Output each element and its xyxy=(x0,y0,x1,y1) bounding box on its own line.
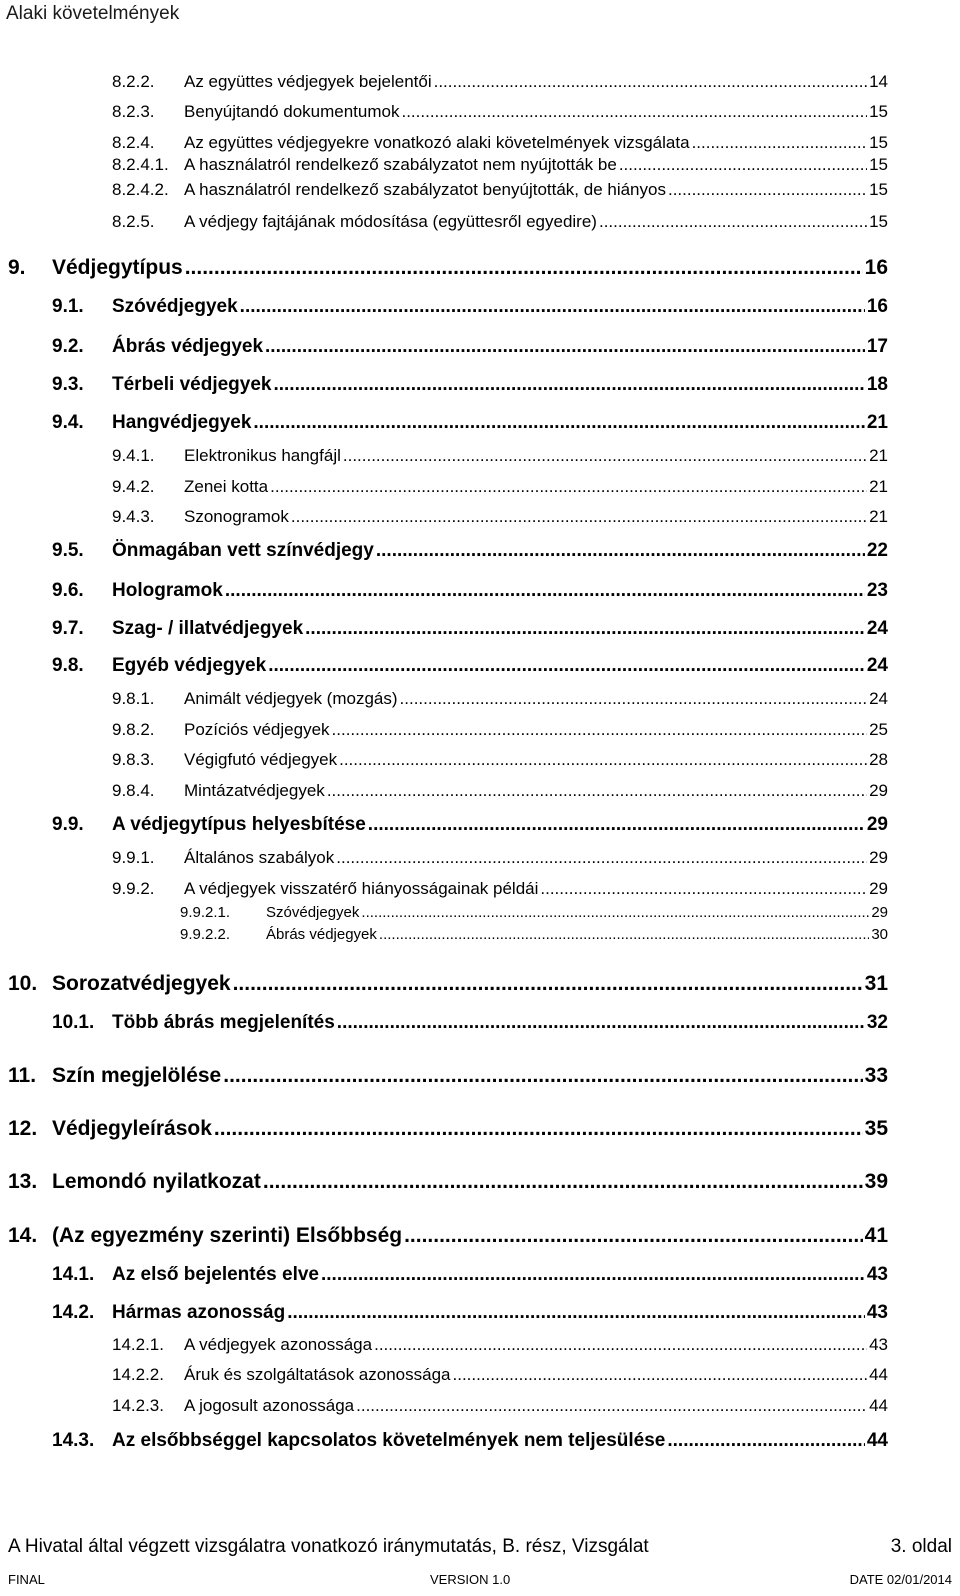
toc-entry[interactable] xyxy=(8,1170,888,1194)
toc-entry[interactable] xyxy=(112,1335,888,1355)
toc-entry-title: Szonogramok xyxy=(184,507,289,526)
toc-entry-page: 22 xyxy=(866,540,888,561)
toc-entry[interactable] xyxy=(52,296,888,318)
toc-entry-number: 8.2.2. xyxy=(112,72,155,91)
toc-entry-page: 41 xyxy=(864,1224,888,1247)
toc-entry-page: 14 xyxy=(869,72,888,91)
toc-leader-dots xyxy=(404,1224,863,1248)
toc-entry-number: 14.2. xyxy=(52,1302,95,1323)
footer-version: VERSION 1.0 xyxy=(430,1572,511,1587)
toc-entry-title: Mintázatvédjegyek xyxy=(184,781,325,800)
toc-entry-page: 29 xyxy=(869,848,888,867)
toc-leader-dots xyxy=(379,926,869,943)
toc-entry-number: 9.3. xyxy=(52,374,84,395)
toc-entry-title: A használatról rendelkező szabályzatot nem nyújtották be xyxy=(184,155,617,174)
toc-leader-dots xyxy=(321,1264,865,1286)
toc-entry-page: 29 xyxy=(871,904,888,921)
toc-leader-dots xyxy=(214,1117,863,1141)
footer-date: DATE 02/01/2014 xyxy=(849,1572,952,1587)
toc-entry-number: 8.2.4. xyxy=(112,133,155,152)
toc-entry-number: 8.2.5. xyxy=(112,212,155,231)
toc-entry-title: Benyújtandó dokumentumok xyxy=(184,102,400,121)
toc-leader-dots xyxy=(273,374,864,396)
toc-entry[interactable] xyxy=(52,1430,888,1452)
toc-entry-title: Sorozatvédjegyek xyxy=(52,972,231,995)
toc-entry-page: 29 xyxy=(866,814,888,835)
toc-leader-dots xyxy=(305,618,865,640)
footer-page-number: 3. oldal xyxy=(890,1536,952,1557)
toc-entry-title: Elektronikus hangfájl xyxy=(184,446,341,465)
toc-entry-number: 9.8. xyxy=(52,655,84,676)
toc-entry-title: Szóvédjegyek xyxy=(266,904,360,921)
toc-entry-page: 28 xyxy=(869,750,888,769)
toc-entry[interactable] xyxy=(8,256,888,280)
toc-entry-title: Áruk és szolgáltatások azonossága xyxy=(184,1365,451,1384)
toc-entry-title: Hologramok xyxy=(112,580,223,601)
toc-entry-page: 24 xyxy=(866,618,888,639)
toc-entry-number: 9.7. xyxy=(52,618,84,639)
toc-entry-page: 21 xyxy=(869,507,888,526)
toc-entry-number: 8.2.4.2. xyxy=(112,180,169,199)
toc-entry-page: 17 xyxy=(866,336,888,357)
toc-leader-dots xyxy=(434,72,867,92)
toc-entry-title: Lemondó nyilatkozat xyxy=(52,1170,261,1193)
toc-leader-dots xyxy=(401,102,867,122)
toc-entry-page: 44 xyxy=(866,1430,888,1451)
toc-leader-dots xyxy=(368,814,865,836)
toc-entry-number: 9.6. xyxy=(52,580,84,601)
toc-entry-title: A védjegytípus helyesbítése xyxy=(112,814,366,835)
toc-entry-page: 24 xyxy=(866,655,888,676)
toc-entry[interactable] xyxy=(112,155,888,175)
toc-leader-dots xyxy=(287,1302,865,1324)
toc-leader-dots xyxy=(332,720,868,740)
toc-entry-title: Általános szabályok xyxy=(184,848,335,867)
toc-entry-page: 15 xyxy=(869,155,888,174)
toc-entry-title: Több ábrás megjelenítés xyxy=(112,1012,335,1033)
toc-leader-dots xyxy=(356,1396,867,1416)
toc-entry-number: 9.9.2.2. xyxy=(180,926,231,943)
toc-entry-title: Az együttes védjegyekre vonatkozó alaki követelmények vizsgálata xyxy=(184,133,690,152)
toc-entry[interactable] xyxy=(52,412,888,434)
toc-entry-number: 9.9.2. xyxy=(112,879,155,898)
toc-entry[interactable] xyxy=(52,655,888,677)
toc-entry-title: Térbeli védjegyek xyxy=(112,374,272,395)
toc-entry-title: Ábrás védjegyek xyxy=(266,926,377,943)
toc-entry-title: Szín megjelölése xyxy=(52,1064,222,1087)
footer-document-title: A Hivatal által végzett vizsgálatra vonatkozó iránymutatás, B. rész, Vizsgálat xyxy=(8,1536,649,1557)
toc-entry[interactable] xyxy=(52,1264,888,1286)
toc-entry[interactable] xyxy=(112,180,888,200)
toc-entry-title: Animált védjegyek (mozgás) xyxy=(184,689,398,708)
toc-entry[interactable] xyxy=(112,446,888,466)
toc-entry-number: 13. xyxy=(8,1170,38,1193)
toc-leader-dots xyxy=(540,879,867,899)
toc-leader-dots xyxy=(619,155,867,175)
toc-entry-title: Az elsőbbséggel kapcsolatos követelmények nem teljesülése xyxy=(112,1430,666,1451)
toc-entry-title: Egyéb védjegyek xyxy=(112,655,267,676)
toc-entry[interactable] xyxy=(112,689,888,709)
toc-entry-title: A védjegyek visszatérő hiányosságainak példái xyxy=(184,879,539,898)
toc-entry[interactable] xyxy=(8,1224,888,1248)
toc-entry[interactable] xyxy=(180,926,888,943)
toc-entry[interactable] xyxy=(8,1064,888,1088)
toc-entry-number: 8.2.4.1. xyxy=(112,155,169,174)
toc-entry-number: 9.4.1. xyxy=(112,446,155,465)
toc-entry-number: 9.2. xyxy=(52,336,84,357)
toc-entry-number: 11. xyxy=(8,1064,37,1087)
toc-leader-dots xyxy=(453,1365,868,1385)
toc-entry-page: 31 xyxy=(864,972,888,995)
toc-leader-dots xyxy=(291,507,867,527)
toc-entry-title: Zenei kotta xyxy=(184,477,269,496)
toc-entry-page: 23 xyxy=(866,580,888,601)
toc-entry-title: Szóvédjegyek xyxy=(112,296,238,317)
toc-leader-dots xyxy=(692,133,868,153)
toc-entry[interactable] xyxy=(52,540,888,562)
toc-entry-page: 21 xyxy=(866,412,888,433)
toc-entry[interactable] xyxy=(112,507,888,527)
toc-entry-page: 15 xyxy=(869,180,888,199)
toc-entry-page: 30 xyxy=(871,926,888,943)
toc-leader-dots xyxy=(667,1430,865,1452)
toc-entry[interactable] xyxy=(112,72,888,92)
toc-entry[interactable] xyxy=(112,720,888,740)
toc-entry-page: 35 xyxy=(864,1117,888,1140)
toc-entry[interactable] xyxy=(52,1012,888,1034)
toc-leader-dots xyxy=(336,848,867,868)
toc-leader-dots xyxy=(361,904,869,921)
page-header-title: Alaki követelmények xyxy=(6,3,180,24)
toc-entry-page: 21 xyxy=(869,446,888,465)
toc-entry[interactable] xyxy=(112,1396,888,1416)
toc-entry-title: A védjegyek azonossága xyxy=(184,1335,373,1354)
toc-entry[interactable] xyxy=(112,212,888,232)
toc-leader-dots xyxy=(240,296,865,318)
toc-entry-number: 14.1. xyxy=(52,1264,95,1285)
toc-leader-dots xyxy=(225,580,865,602)
toc-entry-number: 12. xyxy=(8,1117,38,1140)
toc-entry-page: 15 xyxy=(869,133,888,152)
toc-entry[interactable] xyxy=(180,904,888,921)
toc-entry-page: 33 xyxy=(864,1064,888,1087)
toc-entry-page: 16 xyxy=(864,256,888,279)
toc-entry[interactable] xyxy=(112,1365,888,1385)
toc-leader-dots xyxy=(668,180,867,200)
toc-entry-title: Védjegyleírások xyxy=(52,1117,212,1140)
toc-entry-page: 43 xyxy=(869,1335,888,1354)
toc-entry-number: 9.1. xyxy=(52,296,84,317)
toc-entry[interactable] xyxy=(112,750,888,770)
toc-entry-title: Az együttes védjegyek bejelentői xyxy=(184,72,432,91)
toc-leader-dots xyxy=(343,446,867,466)
toc-leader-dots xyxy=(599,212,867,232)
toc-entry[interactable] xyxy=(112,133,888,153)
toc-entry[interactable] xyxy=(52,374,888,396)
toc-entry-number: 14.3. xyxy=(52,1430,95,1451)
toc-entry-page: 15 xyxy=(869,102,888,121)
toc-entry-number: 9.8.2. xyxy=(112,720,155,739)
toc-entry-page: 29 xyxy=(869,781,888,800)
toc-entry-number: 9.4. xyxy=(52,412,84,433)
toc-entry[interactable] xyxy=(112,781,888,801)
toc-entry-page: 29 xyxy=(869,879,888,898)
toc-entry-number: 9.8.3. xyxy=(112,750,155,769)
toc-entry-title: Védjegytípus xyxy=(52,256,183,279)
toc-entry-page: 44 xyxy=(869,1396,888,1415)
toc-entry-title: A jogosult azonossága xyxy=(184,1396,355,1415)
toc-entry-page: 44 xyxy=(869,1365,888,1384)
toc-entry[interactable] xyxy=(8,1117,888,1141)
toc-entry[interactable] xyxy=(8,972,888,996)
toc-leader-dots xyxy=(253,412,864,434)
toc-entry-number: 9. xyxy=(8,256,26,279)
toc-entry-number: 9.8.4. xyxy=(112,781,155,800)
toc-entry[interactable] xyxy=(52,1302,888,1324)
toc-entry[interactable] xyxy=(52,580,888,602)
toc-leader-dots xyxy=(185,256,863,280)
toc-leader-dots xyxy=(223,1064,862,1088)
toc-entry-title: Pozíciós védjegyek xyxy=(184,720,330,739)
toc-leader-dots xyxy=(337,1012,865,1034)
toc-leader-dots xyxy=(400,689,868,709)
footer-status: FINAL xyxy=(8,1572,45,1587)
toc-leader-dots xyxy=(270,477,867,497)
toc-leader-dots xyxy=(268,655,865,677)
toc-leader-dots xyxy=(327,781,867,801)
toc-entry-page: 21 xyxy=(869,477,888,496)
toc-entry-number: 14.2.1. xyxy=(112,1335,164,1354)
toc-entry-title: A használatról rendelkező szabályzatot benyújtották, de hiányos xyxy=(184,180,666,199)
toc-entry-number: 9.4.3. xyxy=(112,507,155,526)
toc-entry-page: 15 xyxy=(869,212,888,231)
toc-leader-dots xyxy=(263,1170,863,1194)
toc-entry-number: 9.9. xyxy=(52,814,84,835)
toc-entry-page: 32 xyxy=(866,1012,888,1033)
toc-entry-title: (Az egyezmény szerinti) Elsőbbség xyxy=(52,1224,403,1247)
toc-entry-number: 9.8.1. xyxy=(112,689,155,708)
toc-entry[interactable] xyxy=(112,879,888,899)
toc-entry[interactable] xyxy=(112,848,888,868)
toc-entry-title: Végigfutó védjegyek xyxy=(184,750,338,769)
toc-leader-dots xyxy=(374,1335,867,1355)
toc-entry[interactable] xyxy=(52,814,888,836)
toc-leader-dots xyxy=(376,540,865,562)
toc-entry-number: 14.2.3. xyxy=(112,1396,164,1415)
toc-leader-dots xyxy=(339,750,867,770)
toc-entry-number: 14. xyxy=(8,1224,38,1247)
toc-entry-number: 8.2.3. xyxy=(112,102,155,121)
toc-entry[interactable] xyxy=(112,102,888,122)
toc-entry-page: 24 xyxy=(869,689,888,708)
toc-entry-page: 25 xyxy=(869,720,888,739)
toc-entry-title: Önmagában vett színvédjegy xyxy=(112,540,374,561)
toc-entry-number: 10.1. xyxy=(52,1012,95,1033)
toc-entry-page: 39 xyxy=(864,1170,888,1193)
toc-entry-number: 9.9.1. xyxy=(112,848,155,867)
toc-entry-title: Ábrás védjegyek xyxy=(112,336,264,357)
toc-entry[interactable] xyxy=(112,477,888,497)
toc-entry[interactable] xyxy=(52,336,888,358)
toc-entry-number: 9.9.2.1. xyxy=(180,904,231,921)
toc-entry[interactable] xyxy=(52,618,888,640)
toc-entry-title: Hangvédjegyek xyxy=(112,412,252,433)
toc-leader-dots xyxy=(233,972,863,996)
toc-entry-page: 16 xyxy=(866,296,888,317)
toc-entry-page: 43 xyxy=(866,1302,888,1323)
toc-entry-number: 9.5. xyxy=(52,540,84,561)
toc-entry-number: 10. xyxy=(8,972,38,995)
toc-entry-title: Az első bejelentés elve xyxy=(112,1264,319,1285)
toc-entry-page: 18 xyxy=(866,374,888,395)
toc-entry-title: Hármas azonosság xyxy=(112,1302,286,1323)
toc-entry-number: 9.4.2. xyxy=(112,477,155,496)
toc-entry-title: Szag- / illatvédjegyek xyxy=(112,618,304,639)
toc-entry-number: 14.2.2. xyxy=(112,1365,164,1384)
toc-entry-title: A védjegy fajtájának módosítása (együttesről egyedire) xyxy=(184,212,597,231)
toc-leader-dots xyxy=(265,336,865,358)
toc-entry-page: 43 xyxy=(866,1264,888,1285)
